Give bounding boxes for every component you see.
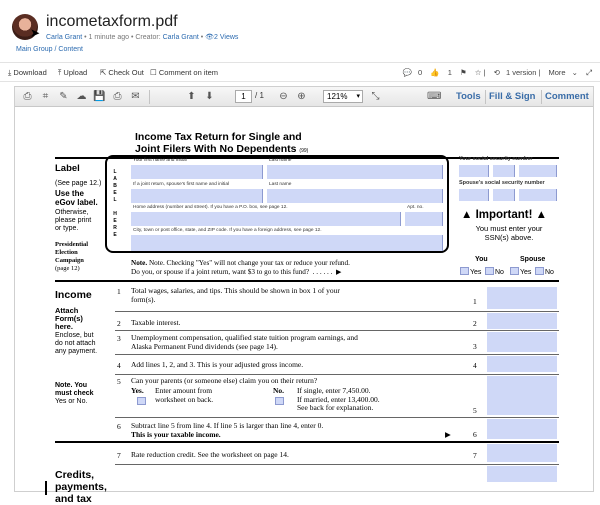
field-caption: If a joint return, spouse's first name and initial bbox=[133, 182, 230, 187]
toolbar-divider bbox=[541, 90, 542, 104]
line-3-text: Unemployment compensation, qualified state tuition program earnings, and Alaska Permanent Fund dividends (see page 14). bbox=[131, 333, 358, 351]
home-address-field[interactable] bbox=[131, 212, 401, 226]
line-number: 1 bbox=[473, 297, 477, 306]
print-icon[interactable]: ⎙ bbox=[113, 91, 122, 102]
page-total: / 1 bbox=[255, 91, 264, 100]
pdf-page bbox=[55, 125, 575, 505]
line-5-yes-checkbox[interactable] bbox=[137, 397, 146, 405]
checkout-icon: ⇱ bbox=[100, 68, 107, 77]
line-6-amount[interactable] bbox=[487, 419, 557, 439]
comments-count[interactable]: 💬 0 bbox=[402, 68, 423, 77]
stamp-icon[interactable]: ⌗ bbox=[42, 91, 49, 102]
field-caption: Apt. no. bbox=[407, 205, 424, 210]
apt-number-field[interactable] bbox=[405, 212, 443, 226]
arrow-icon: ▶ bbox=[445, 430, 451, 439]
line-5-no-checkbox[interactable] bbox=[275, 397, 284, 405]
campaign-label: Election bbox=[55, 249, 78, 256]
spouse-ssn-field-3[interactable] bbox=[519, 189, 557, 201]
divider bbox=[115, 354, 559, 355]
right-actions: 💬 0 👍 1 ⚑ ☆ | ⟲ 1 version | More ⌄ ⤢ bbox=[402, 68, 592, 77]
download-button[interactable]: ⤓ Download bbox=[8, 68, 47, 77]
history-icon: ⟲ bbox=[493, 68, 500, 77]
breadcrumb-content[interactable]: Content bbox=[58, 46, 83, 53]
page-number-input[interactable]: 1 bbox=[235, 90, 252, 103]
spouse-ssn-field-1[interactable] bbox=[459, 189, 489, 201]
fullscreen-icon[interactable]: ⤢ bbox=[586, 68, 592, 77]
cursor-icon: ➤ bbox=[30, 26, 41, 40]
yes-label: Yes bbox=[520, 269, 532, 276]
toolbar-divider bbox=[149, 90, 150, 104]
divider bbox=[115, 464, 559, 465]
line-number: 7 bbox=[117, 451, 121, 460]
page-down-icon[interactable]: ⬇ bbox=[205, 91, 214, 102]
breadcrumb: Main Group / Content bbox=[16, 46, 83, 53]
last-name-field[interactable] bbox=[267, 165, 443, 179]
upload-cloud-icon[interactable]: ☁ bbox=[76, 91, 87, 102]
divider bbox=[115, 311, 559, 312]
label-other: Otherwise, bbox=[55, 209, 89, 216]
line-1-amount[interactable] bbox=[487, 287, 557, 309]
text-caret bbox=[45, 481, 47, 495]
you-label: You bbox=[475, 256, 488, 263]
upload-icon: ⤒ bbox=[58, 68, 62, 77]
line-7-amount[interactable] bbox=[487, 444, 557, 462]
line-5-yes-text: Enter amount from worksheet on back. bbox=[155, 386, 214, 404]
label-egov: eGov label. bbox=[55, 198, 98, 207]
views-count[interactable]: 2 Views bbox=[214, 34, 239, 41]
edit-icon[interactable]: ✎ bbox=[59, 91, 68, 102]
spouse-last-name-field[interactable] bbox=[267, 189, 443, 203]
comment-tab[interactable]: Comment bbox=[545, 91, 589, 102]
comment-button[interactable]: ☐ Comment on item bbox=[150, 68, 219, 77]
spouse-yes-checkbox[interactable] bbox=[510, 267, 519, 275]
zoom-in-icon[interactable]: ⊕ bbox=[297, 91, 306, 102]
line-5-text: Can your parents (or someone else) claim you on their return? bbox=[131, 376, 318, 385]
line-number: 3 bbox=[117, 334, 121, 343]
field-caption: Last name bbox=[269, 182, 292, 187]
note-you: Yes or No. bbox=[55, 398, 88, 405]
field-caption: Your first name and initial bbox=[133, 158, 187, 163]
no-label: No bbox=[495, 269, 504, 276]
label-see: (See page 12.) bbox=[55, 180, 102, 187]
divider bbox=[115, 330, 559, 331]
you-no-checkbox[interactable] bbox=[485, 267, 494, 275]
version-link[interactable]: 1 version bbox=[505, 68, 537, 77]
field-caption: City, town or post office, state, and ZIP code. If you have a foreign address, see page 12. bbox=[133, 228, 322, 233]
field-caption: Spouse's social security number bbox=[459, 180, 545, 186]
create-pdf-icon[interactable]: ⎙ bbox=[23, 91, 32, 102]
line-number: 6 bbox=[117, 422, 121, 431]
spouse-label: Spouse bbox=[520, 256, 546, 263]
important-heading: ▲ Important! ▲ bbox=[461, 209, 548, 221]
page-title: incometaxform.pdf bbox=[46, 13, 178, 30]
first-name-field[interactable] bbox=[131, 165, 263, 179]
income-heading: Income bbox=[55, 289, 92, 301]
side-label: L A B E L H E R E bbox=[113, 169, 117, 238]
no-label: No bbox=[545, 269, 554, 276]
note-you: Note. You bbox=[55, 382, 88, 389]
line-6-text: Subtract line 5 from line 4. If line 5 is larger than line 4, enter 0. This is your taxable income. bbox=[131, 421, 324, 439]
line-4-text: Add lines 1, 2, and 3. This is your adjusted gross income. bbox=[131, 360, 304, 369]
credits-heading: Credits, payments, and tax bbox=[55, 469, 107, 505]
campaign-label: Campaign bbox=[55, 257, 84, 264]
flag-icon[interactable]: ⚑ bbox=[459, 68, 467, 77]
ssn-field-2[interactable] bbox=[493, 165, 515, 177]
line-number: 7 bbox=[473, 451, 477, 460]
breadcrumb-group[interactable]: Main Group bbox=[16, 46, 53, 53]
fit-page-icon[interactable]: ⤡ bbox=[371, 91, 380, 102]
form-title: Income Tax Return for Single and Joint Filers With No Dependents (99) bbox=[135, 131, 309, 155]
line-4-amount[interactable] bbox=[487, 356, 557, 372]
line-5-no-text: If single, enter 7,450.00. If married, enter 13,400.00. See back for explanation. bbox=[297, 386, 380, 412]
line-number: 6 bbox=[473, 430, 477, 439]
note-you: must check bbox=[55, 390, 94, 397]
line-2-text: Taxable interest. bbox=[131, 318, 181, 327]
city-state-zip-field[interactable] bbox=[131, 235, 443, 251]
attach-note: Form(s) bbox=[55, 314, 83, 323]
more-menu[interactable]: More bbox=[548, 68, 566, 77]
yes-label: Yes bbox=[470, 269, 482, 276]
spouse-first-name-field[interactable] bbox=[131, 189, 263, 203]
enclose-note: Enclose, but bbox=[55, 332, 94, 339]
line-3-amount[interactable] bbox=[487, 332, 557, 352]
download-icon: ⤓ bbox=[8, 68, 12, 77]
line-1-text: Total wages, salaries, and tips. This should be shown in box 1 of your form(s). bbox=[131, 286, 340, 304]
line-number: 3 bbox=[473, 342, 477, 351]
zoom-select[interactable]: 121% ▾ bbox=[323, 90, 363, 103]
line-number: 1 bbox=[117, 287, 121, 296]
field-caption: Your social security number bbox=[459, 156, 533, 162]
campaign-note: Note. Note. Checking "Yes" will not change your tax or reduce your refund. Do you, or spouse if a joint return, want $3 to go to this fund? . . . . . . ▶ bbox=[131, 259, 350, 276]
author-link[interactable]: Carla Grant bbox=[46, 34, 83, 41]
toolbar-divider bbox=[485, 90, 486, 104]
save-icon[interactable]: 💾 bbox=[93, 91, 106, 102]
zoom-out-icon[interactable]: ⊖ bbox=[279, 91, 288, 102]
checkout-button[interactable]: ⇱ Check Out bbox=[100, 68, 144, 77]
ssn-field-1[interactable] bbox=[459, 165, 489, 177]
email-icon[interactable]: ✉ bbox=[131, 91, 140, 102]
tools-tab[interactable]: Tools bbox=[456, 91, 481, 102]
divider bbox=[115, 374, 559, 375]
creator-link[interactable]: Carla Grant bbox=[162, 34, 199, 41]
time-ago: 1 minute ago bbox=[88, 34, 130, 41]
divider bbox=[115, 417, 559, 418]
line-number: 5 bbox=[117, 377, 121, 386]
likes-count[interactable]: 1 bbox=[447, 68, 452, 77]
eye-icon: 👁 bbox=[205, 34, 215, 41]
like-button[interactable]: 👍 bbox=[430, 68, 440, 77]
line-5-amount[interactable] bbox=[487, 376, 557, 415]
campaign-label: Presidential bbox=[55, 241, 89, 248]
campaign-label: (page 12) bbox=[55, 265, 80, 272]
chevron-down-icon: ⌄ bbox=[571, 68, 578, 77]
action-bar bbox=[0, 62, 600, 82]
field-caption: Last name bbox=[269, 158, 292, 163]
label-heading: Label bbox=[55, 163, 80, 174]
enclose-note: any payment. bbox=[55, 348, 98, 355]
comment-icon: ☐ bbox=[150, 68, 157, 77]
label-use: Use the bbox=[55, 189, 84, 198]
divider bbox=[55, 441, 559, 443]
attach-note: Attach bbox=[55, 306, 79, 315]
fill-sign-tab[interactable]: Fill & Sign bbox=[489, 91, 536, 102]
line-number: 5 bbox=[473, 406, 477, 415]
label-print: please print bbox=[55, 217, 92, 224]
document-header bbox=[0, 0, 600, 62]
pdf-viewer bbox=[14, 86, 594, 505]
line-5-yes: Yes. bbox=[131, 386, 144, 395]
creator-label: Creator: bbox=[135, 34, 161, 41]
divider bbox=[55, 280, 559, 282]
ssn-field-3[interactable] bbox=[519, 165, 557, 177]
you-yes-checkbox[interactable] bbox=[460, 267, 469, 275]
document-meta: Carla Grant • 1 minute ago • Creator: Carla Grant • 👁2 Views bbox=[46, 34, 239, 41]
important-note: You must enter your SSN(s) above. bbox=[475, 224, 543, 242]
line-2-amount[interactable] bbox=[487, 313, 557, 329]
line-number: 2 bbox=[117, 319, 121, 328]
page-up-icon[interactable]: ⬆ bbox=[187, 91, 196, 102]
star-icon[interactable]: ☆ bbox=[474, 68, 482, 77]
upload-button[interactable]: ⤒ Upload bbox=[58, 68, 88, 77]
enclose-note: do not attach bbox=[55, 340, 96, 347]
line-number: 4 bbox=[473, 361, 477, 370]
line-5-no: No. bbox=[273, 386, 285, 395]
spouse-no-checkbox[interactable] bbox=[535, 267, 544, 275]
attach-note: here. bbox=[55, 322, 73, 331]
line-number: 4 bbox=[117, 361, 121, 370]
keyboard-icon[interactable]: ⌨ bbox=[427, 91, 442, 102]
field-caption: Home address (number and street). If you have a P.O. box, see page 12. bbox=[133, 205, 288, 210]
pdf-toolbar bbox=[15, 87, 593, 107]
line-8-amount[interactable] bbox=[487, 466, 557, 482]
label-print: or type. bbox=[55, 225, 79, 232]
line-number: 2 bbox=[473, 319, 477, 328]
line-7-text: Rate reduction credit. See the worksheet on page 14. bbox=[131, 450, 289, 459]
spouse-ssn-field-2[interactable] bbox=[493, 189, 515, 201]
